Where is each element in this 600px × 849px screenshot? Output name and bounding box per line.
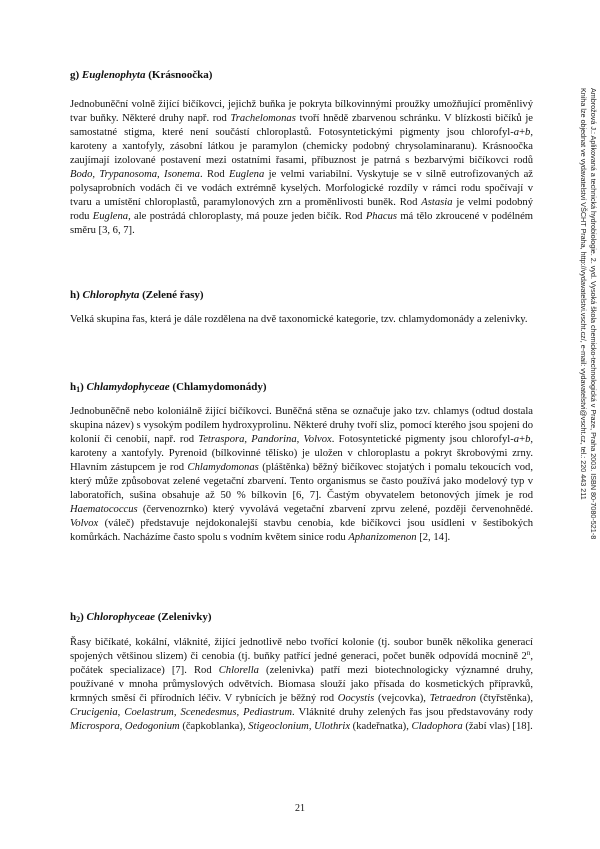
section-text-chlamydophyceae: Jednobuněčně nebo koloniálně žijící bičíkovci. Buněčná stěna se označuje jako tzv. chlamys (odtud dostala skupina název) s vysokým podílem hydroxyprolinu. Některé druhy tvoří sliz, pomocí kterého jsou spojeni do kolonií či cenobií, např. rod Tetraspora, Pandorina, Volvox. Fotosyntetické pigmenty jsou chlorofyl-a+b, karoteny a xantofyly. Pyrenoid (bílkovinné tělísko) je uložen v chloroplastu a pokryt škrobovými zrny. Hlavním zástupcem je rod Chlamydomonas (pláštěnka) běžný bičíkovec stojatých i pomalu tekoucích vod, který může způsobovat zelené vegetační zbarvení. Tento organismus se často používá jako modelový typ v laboratořích, sušina obsahuje až 50 % bílkovin [6, 7]. Častým obyvatelem betonových jímek je rod Haematococcus (červenozrnko) který vyvolává vegetační zbarvení zprvu zelené, později červenohnědé. Volvox (váleč) představuje nejdokonalejší stavbu cenobia, kde bičíkovci jsou usídleni v šestibokých komůrkách. Nacházíme často spolu s vodním květem sinice rodu Aphanizomenon [2, 14]. bbox=[70, 406, 534, 543]
side-note-citation: Ambrožová J.: Aplikovaná a technická hydrobiologie. 2. vyd. Vysoká škola chemicko-technologická v Praze, Praha 2003. ISBN 80-7080-521-8 bbox=[589, 88, 598, 540]
section-heading-chlamydophyceae: $h_1$) Chlamydophyceae (Chlamydomonády) bbox=[70, 381, 267, 394]
page-number: 21 bbox=[295, 803, 305, 814]
side-note-order-info: Kniha lze objednat ve vydavatelství VŠCHT Praha, http://vydavatelstvi.vscht.cz/, e-mail: vydavatelstvi@vscht.cz, tel.: 220 443 211 bbox=[579, 88, 589, 500]
side-note-text bbox=[579, 88, 598, 648]
side-note bbox=[576, 88, 598, 648]
section-text-euglenophyta: Jednobuněční volně žijící bičíkovci, jejichž buňka je pokryta bílkovinnými proužky umožňující proměnlivý tvar buňky. Některé druhy např. rod Trachelomonas tvoří hnědě zbarvenou schránku. V blízkosti bičíků je samostatné stigma, které není součástí chloroplastů. Fotosyntetickými pigmenty jsou chlorofyl-a+b, karoteny a xantofyly, zásobní látkou je paramylon (chemicky podobný chrysolaminaranu). Krásnoočka zaujímají izolované postavení mezi ostatními řasami, příbuznost je patrná s bezbarvými bičíkovci rodů Bodo, Trypanosoma, Isonema. Rod Euglena je velmi variabilní. Vyskytuje se v silně eutrofizovaných až polysaprobních vodách či ve vodách extrémně kyselých. Morfologické rozdíly v rámci rodu spočívají v tvaru a umístění chloroplastů, paramylonových zrn a proměnlivosti buněk. Rod Astasia je velmi podobný rodu Euglena, ale postrádá chloroplasty, má pouze jeden bičík. Rod Phacus má tělo zkroucené v podélném směru [3, 6, 7]. bbox=[70, 99, 534, 236]
section-text-chlorophyceae: Řasy bičíkaté, kokální, vláknité, žijící jednotlivě nebo tvořící kolonie (tj. soubor buněk několika generací spojených většinou slizem) či cenobia (tj. buňky patřící jedné generaci, počet buněk odpovídá mocnině 2$^n$, počátek specializace) [7]. Rod Chlorella (zelenivka) patří mezi biotechnologicky významné druhy, používané v mnoha průmyslových odvětvích. Biomasa slouží jako přísada do kosmetických přípravků, krmných směsí či přírodních léčiv. V rybnících je běžný rod Oocystis (vejcovka), Tetraedron (čtyřstěnka), Crucigenia, Coelastrum, Scenedesmus, Pediastrum. Vláknité druhy zelených řas jsou představovány rody Microspora, Oedogonium (čapkoblanka), Stigeoclonium, Ulothrix (kadeřnatka), Cladophora (žabí vlas) [18]. bbox=[70, 637, 534, 732]
section-heading-euglenophyta: g) Euglenophyta (Krásnoočka) bbox=[70, 69, 213, 81]
section-text-chlorophyta: Velká skupina řas, která je dále rozdělena na dvě taxonomické kategorie, tzv. chlamydomonády a zelenivky. bbox=[70, 314, 528, 325]
section-heading-chlorophyta: h) Chlorophyta (Zelené řasy) bbox=[70, 289, 204, 301]
section-heading-chlorophyceae: $h_2$) Chlorophyceae (Zelenivky) bbox=[70, 611, 212, 624]
